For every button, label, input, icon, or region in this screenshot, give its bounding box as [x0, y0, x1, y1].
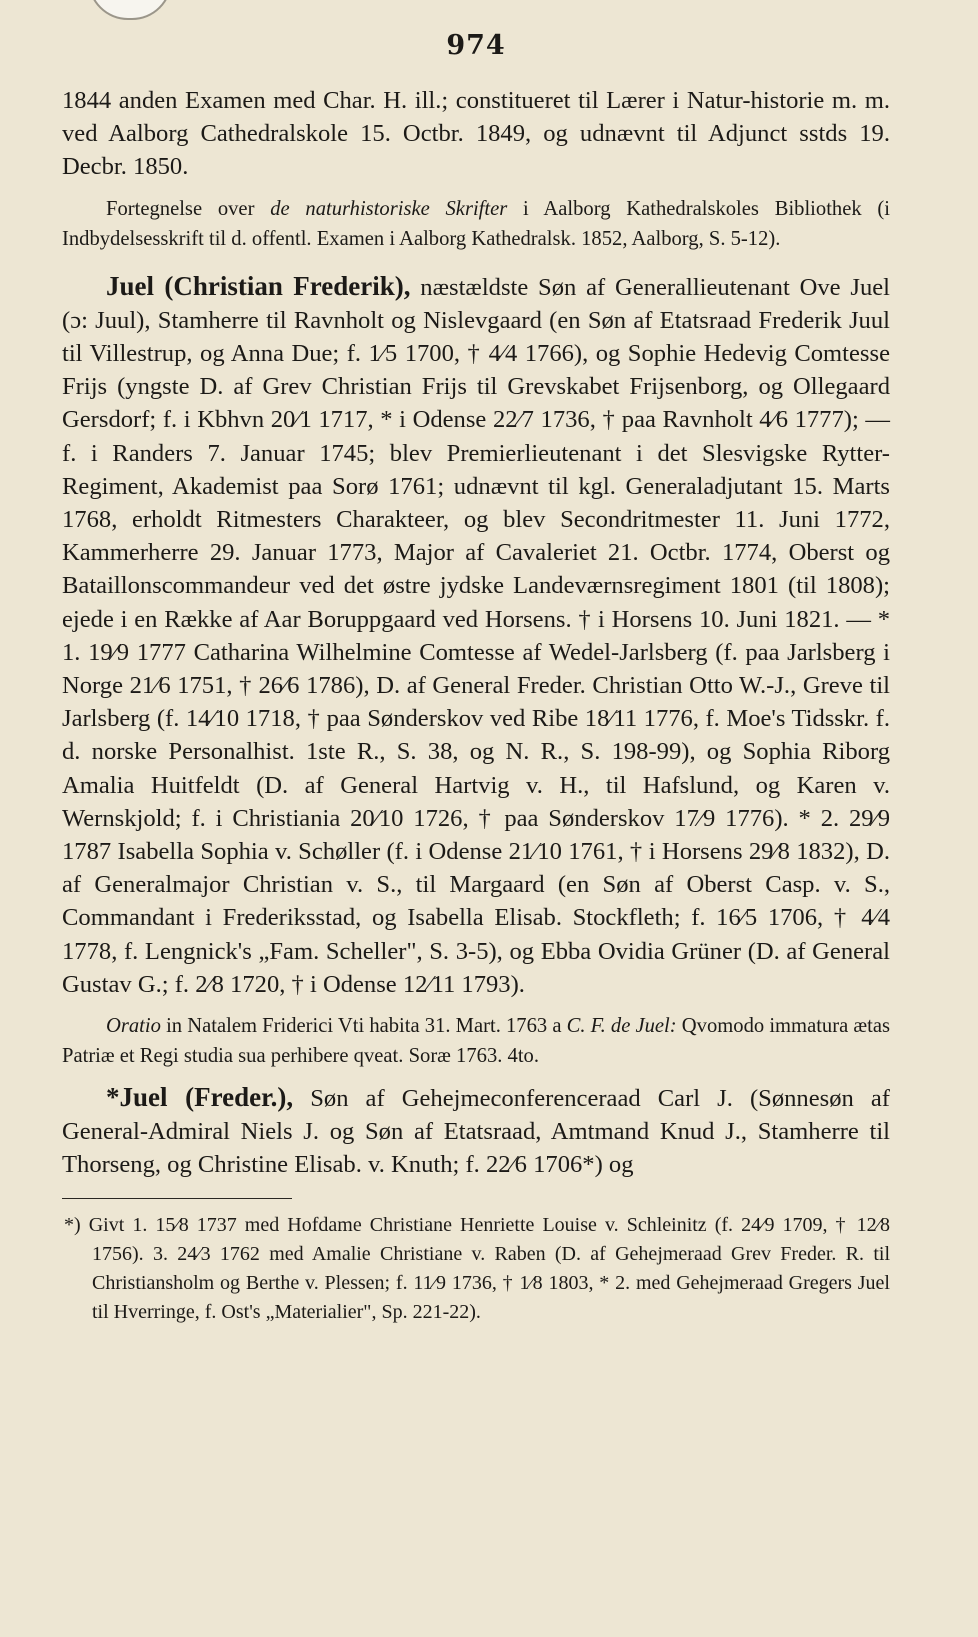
- page-number: 974: [446, 30, 506, 61]
- entry-headword: *Juel (Freder.),: [106, 1082, 294, 1113]
- footnote: *) Givt 1. 15⁄8 1737 med Hofdame Christiane Henriette Louise v. Schleinitz (f. 24⁄9 1709, † 12⁄8 1756). 3. 24⁄3 1762 med Amalie Christiane v. Raben (D. af Gehejmeraad Grev Freder. R. til Christiansholm og Berthe v. Plessen; f. 11⁄9 1736, † 1⁄8 1803, * 2. med Gehejmeraad Gregers Juel til Hverringe, f. Ost's „Materialier", Sp. 221-22).: [64, 1213, 890, 1323]
- intro-paragraph: 1844 anden Examen med Char. H. ill.; constitueret til Lærer i Natur-historie m. m. ved Aalborg Cathedralskole 15. Octbr. 1849, og udnævnt til Adjunct sstds 19. Decbr. 1850.: [62, 87, 890, 181]
- fortegnelse-title: de naturhistoriske Skrifter: [270, 197, 508, 220]
- page-corner: [88, 0, 172, 20]
- entry-body: Søn af Gehejmeconferenceraad Carl J. (Sønnesøn af General-Admiral Niels J. og Søn af Etatsraad, Amtmand Knud J., Stamherre til Thorseng, og Christine Elisab. v. Knuth; f. 22⁄6 1706*) og: [62, 1085, 890, 1179]
- entry-juel-freder: [62, 1081, 890, 1182]
- entry-headword: Juel (Christian Frederik),: [106, 270, 411, 301]
- fortegnelse-paragraph: [62, 194, 890, 254]
- oratio-text-b: in Natalem Friderici Vti habita 31. Mart. 1763 a: [160, 1015, 567, 1038]
- oratio-author: C. F. de Juel:: [566, 1015, 677, 1038]
- fortegnelse-text-b: i Aalborg Kathedralskoles Bibliothek (i Indbydelsesskrift til d. offentl. Examen i Aalborg Kathedralsk. 1852, Aalborg, S. 5-12).: [62, 197, 890, 250]
- fortegnelse-text-a: Fortegnelse over: [106, 197, 271, 220]
- entry-juel-christian: [62, 270, 890, 1001]
- footnote-divider: [62, 1198, 292, 1199]
- oratio-text-c: Qvomodo immatura ætas Patriæ et Regi studia sua perhibere qveat. Soræ 1763. 4to.: [62, 1015, 890, 1068]
- oratio-title: Oratio: [106, 1015, 161, 1038]
- oratio-paragraph: [62, 1011, 890, 1071]
- document-page: [62, 30, 890, 1327]
- entry-body: næstældste Søn af Generallieutenant Ove Juel (ɔ: Juul), Stamherre til Ravnholt og Nislevgaard (en Søn af Etatsraad Frederik Juul til Villestrup, og Anna Due; f. 1⁄5 1700, † 4⁄4 1766), og Sophie Hedevig Comtesse Frijs (yngste D. af Grev Christian Frijs til Grevskabet Frijsenborg, og Ollegaard Gersdorf; f. i Kbhvn 20⁄1 1717, * i Odense 22⁄7 1736, † paa Ravnholt 4⁄6 1777); — f. i Randers 7. Januar 1745; blev Premierlieutenant i det Slesvigske Rytter-Regiment, Akademist paa Sorø 1761; udnævnt til kgl. Generaladjutant 15. Marts 1768, erholdt Ritmesters Charakteer, og blev Secondritmester 11. Juni 1772, Kammerherre 29. Januar 1773, Major af Cavaleriet 21. Octbr. 1774, Oberst og Bataillonscommandeur ved det østre jydske Landeværnsregiment 1801 (til 1808); ejede i en Række af Aar Boruppgaard ved Horsens. † i Horsens 10. Juni 1821. — * 1. 19⁄9 1777 Catharina Wilhelmine Comtesse af Wedel-Jarlsberg (f. paa Jarlsberg i Norge 21⁄6 1751, † 26⁄6 1786), D. af General Freder. Christian Otto W.-J., Greve til Jarlsberg (f. 14⁄10 1718, † paa Sønderskov ved Ribe 18⁄11 1776, f. Moe's Tidsskr. f. d. norske Personalhist. 1ste R., S. 38, og N. R., S. 198-99), og Sophia Riborg Amalia Huitfeldt (D. af General Hartvig v. H., til Hafslund, og Karen v. Wernskjold; f. i Christiania 20⁄10 1726, † paa Sønderskov 17⁄9 1776). * 2. 29⁄9 1787 Isabella Sophia v. Schøller (f. i Odense 21⁄10 1761, † i Horsens 29⁄8 1832), D. af Generalmajor Christian v. S., til Margaard (en Søn af Oberst Casp. v. S., Commandant i Frederiksstad, og Isabella Elisab. Stockfleth; f. 16⁄5 1706, † 4⁄4 1778, f. Lengnick's „Fam. Scheller", S. 3-5), og Ebba Ovidia Grüner (D. af General Gustav G.; f. 2⁄8 1720, † i Odense 12⁄11 1793).: [62, 273, 890, 998]
